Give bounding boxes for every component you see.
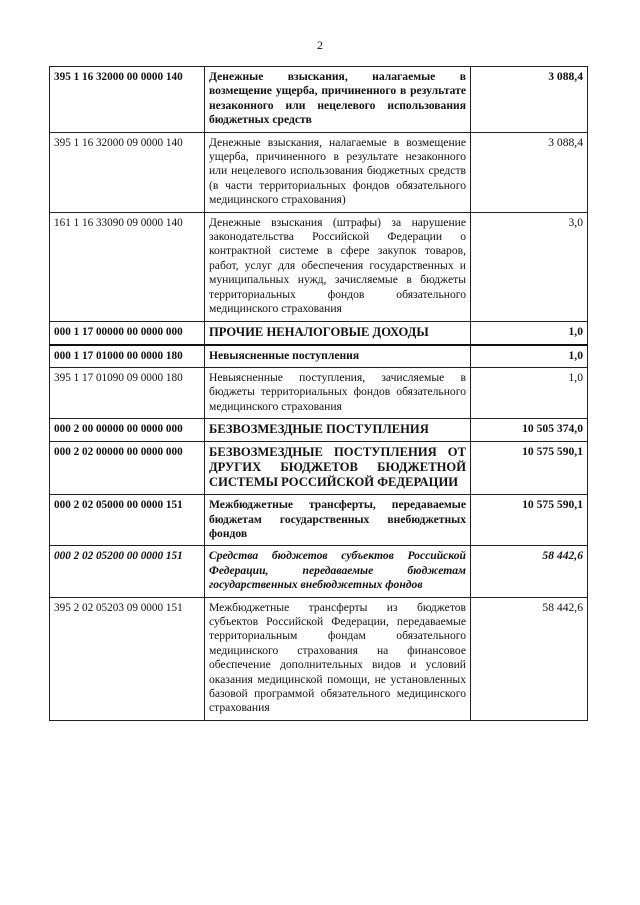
budget-classification-code: 395 1 17 01090 09 0000 180: [50, 367, 205, 418]
budget-classification-code: 000 1 17 01000 00 0000 180: [50, 345, 205, 368]
revenue-amount: 1,0: [471, 345, 588, 368]
revenue-amount: 58 442,6: [471, 546, 588, 597]
revenue-name: Межбюджетные трансферты, передаваемые бюджетам государственных внебюджетных фондов: [205, 495, 471, 546]
revenue-name: Денежные взыскания, налагаемые в возмещение ущерба, причиненного в результате незаконного или нецелевого использования бюджетных средств (в части территориальных фондов обязательного медицинского страхования): [205, 132, 471, 212]
table-row: [50, 345, 588, 368]
revenue-name: Межбюджетные трансферты из бюджетов субъектов Российской Федерации, передаваемые территориальным фондам обязательного медицинского страхования на финансовое обеспечение дополнительных видов и условий оказания медицинской помощи, не установленных базовой программой обязательного медицинского страхования: [205, 597, 471, 720]
budget-classification-code: 000 1 17 00000 00 0000 000: [50, 321, 205, 345]
revenue-name: Невыясненные поступления: [205, 345, 471, 368]
revenue-name: ПРОЧИЕ НЕНАЛОГОВЫЕ ДОХОДЫ: [205, 321, 471, 345]
revenue-name: БЕЗВОЗМЕЗДНЫЕ ПОСТУПЛЕНИЯ ОТ ДРУГИХ БЮДЖЕТОВ БЮДЖЕТНОЙ СИСТЕМЫ РОССИЙСКОЙ ФЕДЕРАЦИИ: [205, 442, 471, 495]
table-row: [50, 67, 588, 133]
budget-classification-code: 000 2 00 00000 00 0000 000: [50, 419, 205, 442]
table-row: [50, 597, 588, 720]
revenue-amount: 3 088,4: [471, 132, 588, 212]
revenue-amount: 10 575 590,1: [471, 442, 588, 495]
revenue-name: Невыясненные поступления, зачисляемые в бюджеты территориальных фондов обязательного медицинского страхования: [205, 367, 471, 418]
budget-revenue-table: [49, 66, 588, 721]
revenue-name: Средства бюджетов субъектов Российской Федерации, передаваемые бюджетам государственных внебюджетных фондов: [205, 546, 471, 597]
budget-classification-code: 000 2 02 05200 00 0000 151: [50, 546, 205, 597]
budget-classification-code: 161 1 16 33090 09 0000 140: [50, 212, 205, 321]
revenue-name: Денежные взыскания (штрафы) за нарушение законодательства Российской Федерации о контрактной системе в сфере закупок товаров, работ, услуг для обеспечения государственных и муниципальных нужд, зачисляемые в бюджеты территориальных фондов обязательного медицинского страхования: [205, 212, 471, 321]
table-row: [50, 442, 588, 495]
table-row: [50, 495, 588, 546]
budget-classification-code: 395 1 16 32000 09 0000 140: [50, 132, 205, 212]
budget-classification-code: 395 1 16 32000 00 0000 140: [50, 67, 205, 133]
revenue-amount: 10 575 590,1: [471, 495, 588, 546]
budget-classification-code: 000 2 02 05000 00 0000 151: [50, 495, 205, 546]
budget-classification-code: 395 2 02 05203 09 0000 151: [50, 597, 205, 720]
revenue-amount: 1,0: [471, 367, 588, 418]
table-row: [50, 321, 588, 345]
table-row: [50, 367, 588, 418]
revenue-amount: 10 505 374,0: [471, 419, 588, 442]
revenue-amount: 1,0: [471, 321, 588, 345]
revenue-name: Денежные взыскания, налагаемые в возмещение ущерба, причиненного в результате незаконного или нецелевого использования бюджетных средств: [205, 67, 471, 133]
revenue-amount: 3 088,4: [471, 67, 588, 133]
table-row: [50, 546, 588, 597]
table-row: [50, 419, 588, 442]
table-row: [50, 212, 588, 321]
page-number: 2: [317, 38, 323, 52]
revenue-amount: 3,0: [471, 212, 588, 321]
budget-classification-code: 000 2 02 00000 00 0000 000: [50, 442, 205, 495]
table-row: [50, 132, 588, 212]
revenue-name: БЕЗВОЗМЕЗДНЫЕ ПОСТУПЛЕНИЯ: [205, 419, 471, 442]
revenue-amount: 58 442,6: [471, 597, 588, 720]
